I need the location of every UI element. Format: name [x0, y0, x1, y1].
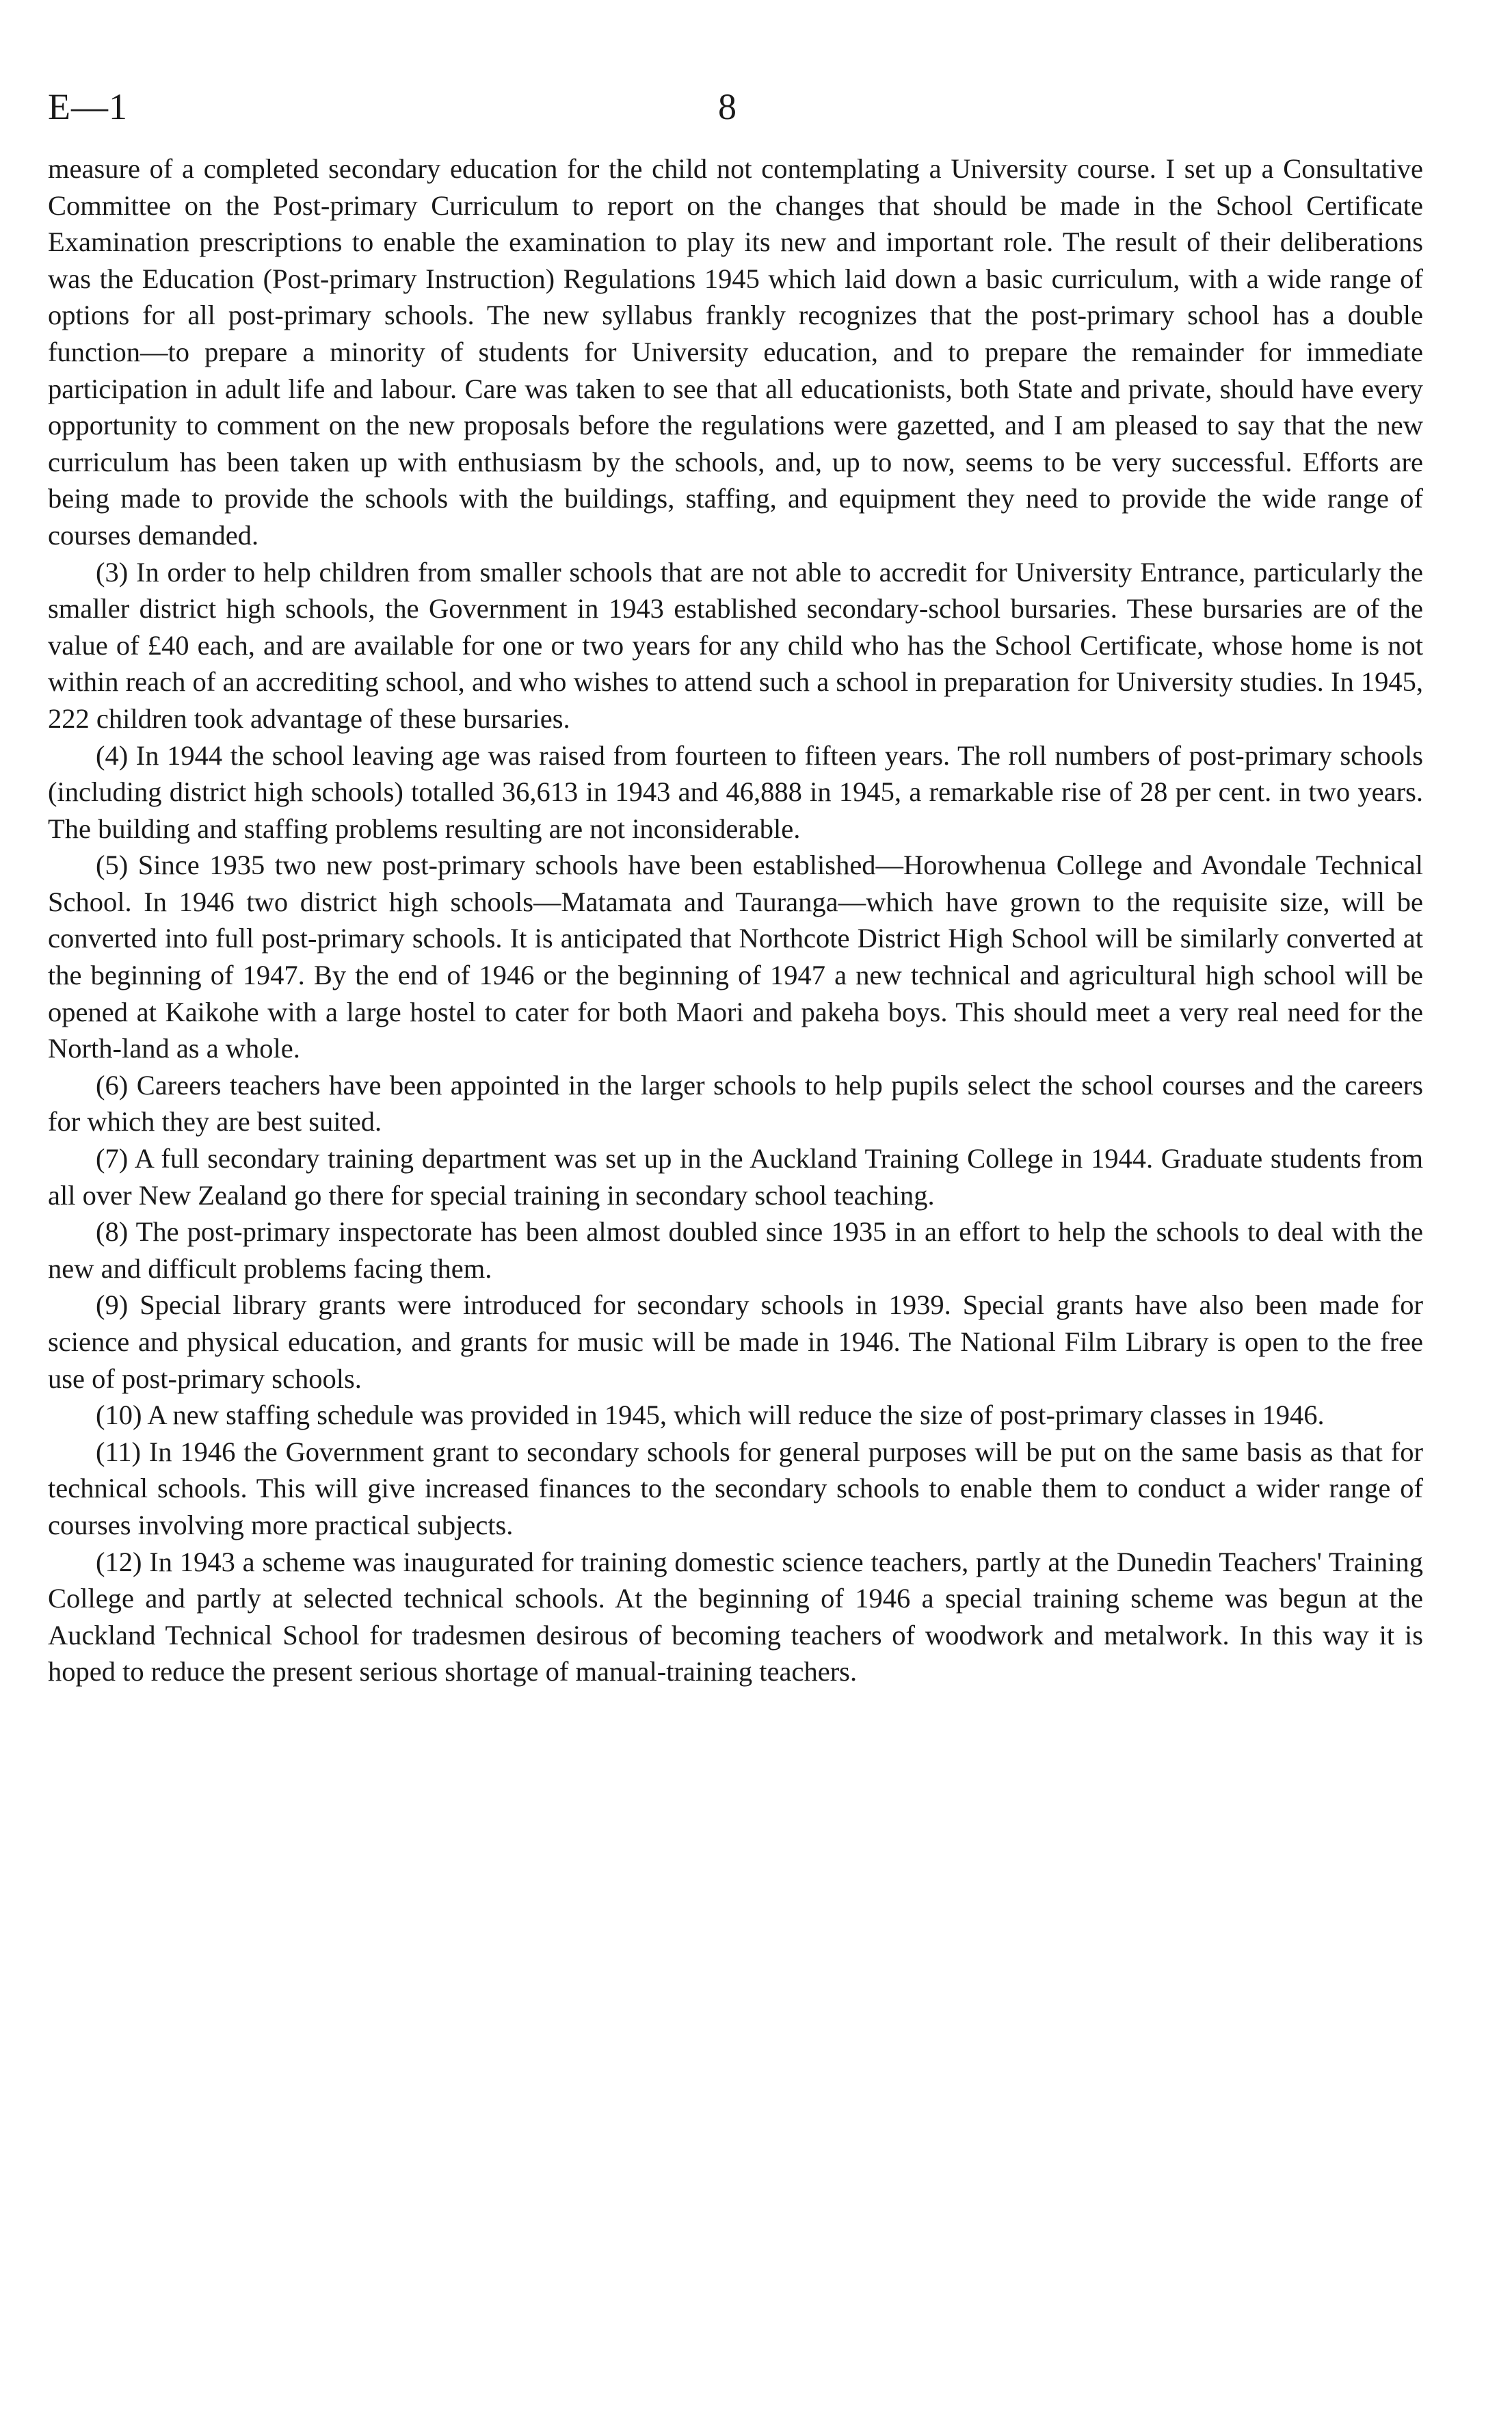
paragraph-7: (7) A full secondary training department was set up in the Auckland Training College in 1944. Graduate students from all over New Zealand go there for special training in secondary school teaching. — [48, 1143, 1423, 1211]
page-number: 8 — [718, 86, 737, 127]
paragraph-continuation: measure of a completed secondary education for the child not contemplating a University course. I set up a Consultative Committee on the Post-primary Curriculum to report on the changes that should be made in the School Certificate Examination prescriptions to enable the examination to play its new and important role. The result of their deliberations was the Education (Post-primary Instruction) Regulations 1945 which laid down a basic curriculum, with a wide range of options for all post-primary schools. The new syllabus frankly recognizes that the post-primary school has a double function—to prepare a minority of students for University education, and to prepare the remainder for immediate participation in adult life and labour. Care was taken to see that all educationists, both State and private, should have every opportunity to comment on the new proposals before the regulations were gazetted, and I am pleased to say that the new curriculum has been taken up with enthusiasm by the schools, and, up to now, seems to be very successful. Efforts are being made to provide the schools with the buildings, staffing, and equipment they need to provide the wide range of courses demanded. — [48, 153, 1423, 551]
document-body — [48, 150, 1423, 1690]
paragraph-4: (4) In 1944 the school leaving age was raised from fourteen to fifteen years. The roll numbers of post-primary schools (including district high schools) totalled 36,613 in 1943 and 46,888 in 1945, a remarkable rise of 28 per cent. in two years. The building and staffing problems resulting are not inconsiderable. — [48, 739, 1423, 844]
paragraph-8: (8) The post-primary inspectorate has been almost doubled since 1935 in an effort to help the schools to deal with the new and difficult problems facing them. — [48, 1216, 1423, 1284]
page-header — [48, 86, 1464, 140]
paragraph-10: (10) A new staffing schedule was provided in 1945, which will reduce the size of post-primary classes in 1946. — [96, 1399, 1325, 1431]
report-code: E—1 — [48, 86, 128, 127]
paragraph-9: (9) Special library grants were introduced for secondary schools in 1939. Special grants have also been made for science and physical education, and grants for music will be made in 1946. The National Film Library is open to the free use of post-primary schools. — [48, 1289, 1423, 1394]
paragraph-5: (5) Since 1935 two new post-primary schools have been established—Horowhenua College and Avondale Technical School. In 1946 two district high schools—Matamata and Tauranga—which have grown to the requisite size, will be converted into full post-primary schools. It is anticipated that Northcote District High School will be similarly converted at the beginning of 1947. By the end of 1946 or the beginning of 1947 a new technical and agricultural high school will be opened at Kaikohe with a large hostel to cater for both Maori and pakeha boys. This should meet a very real need for the North-land as a whole. — [48, 850, 1423, 1064]
paragraph-12: (12) In 1943 a scheme was inaugurated for training domestic science teachers, partly at the Dunedin Teachers' Training College and partly at selected technical schools. At the beginning of 1946 a special training scheme was begun at the Auckland Technical School for tradesmen desirous of becoming teachers of woodwork and metalwork. In this way it is hoped to reduce the present serious shortage of manual-training teachers. — [48, 1546, 1423, 1687]
paragraph-6: (6) Careers teachers have been appointed in the larger schools to help pupils select the school courses and the careers for which they are best suited. — [48, 1069, 1423, 1138]
paragraph-11: (11) In 1946 the Government grant to secondary schools for general purposes will be put on the same basis as that for technical schools. This will give increased finances to the secondary schools to enable them to conduct a wider range of courses involving more practical subjects. — [48, 1436, 1423, 1540]
paragraph-3: (3) In order to help children from smaller schools that are not able to accredit for University Entrance, particularly the smaller district high schools, the Government in 1943 established secondary-school bursaries. These bursaries are of the value of £40 each, and are available for one or two years for any child who has the School Certificate, whose home is not within reach of an accrediting school, and who wishes to attend such a school in preparation for University studies. In 1945, 222 children took advantage of these bursaries. — [48, 556, 1423, 734]
